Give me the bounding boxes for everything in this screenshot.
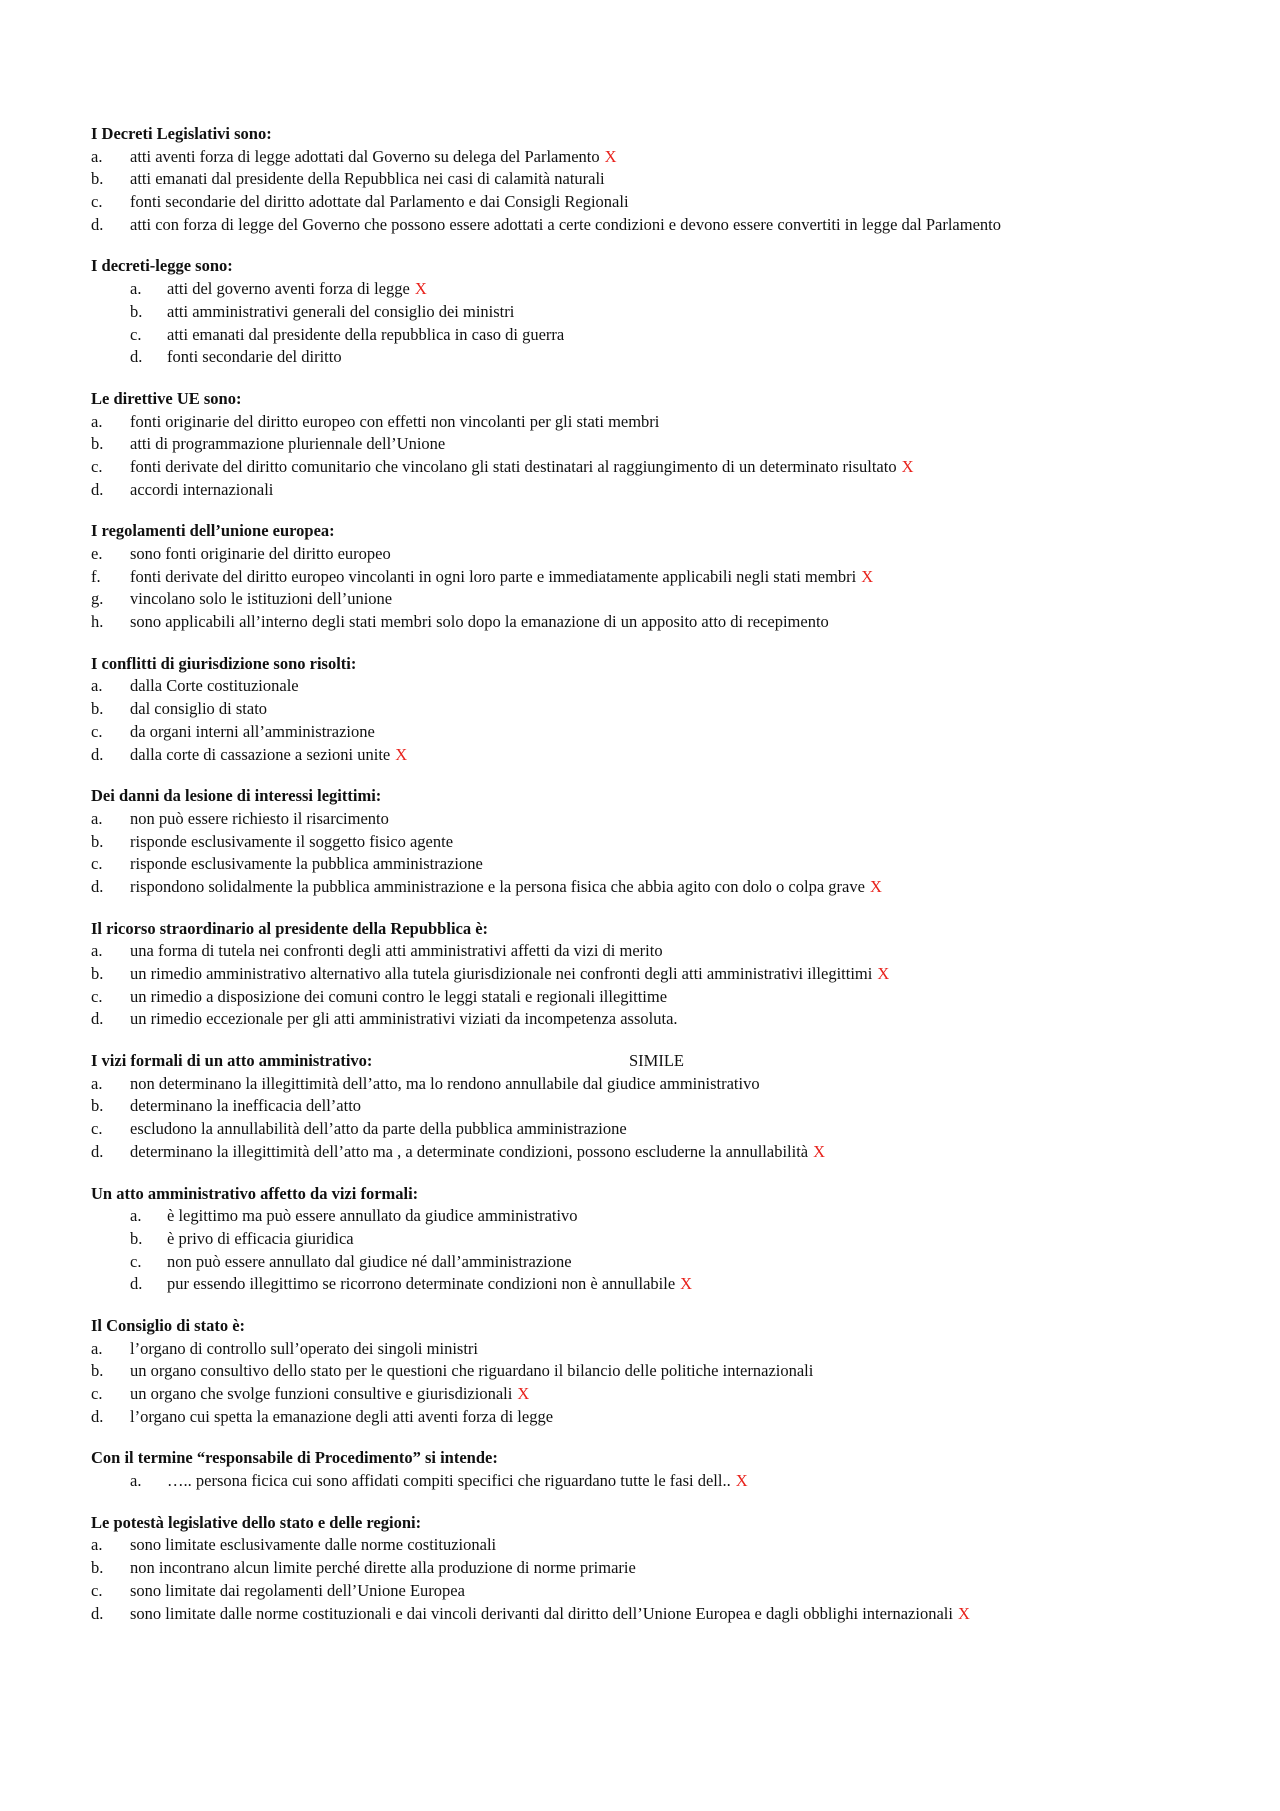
option-text-body: pur essendo illegittimo se ricorrono determinate condizioni non è annullabile <box>167 1274 676 1294</box>
option-letter: d. <box>91 1009 104 1029</box>
answer-option <box>91 168 1251 191</box>
answer-option <box>91 853 1251 876</box>
option-text <box>130 876 882 899</box>
option-text-body: dalla Corte costituzionale <box>130 676 299 696</box>
question-block <box>91 1447 1251 1492</box>
option-text <box>130 411 659 434</box>
option-letter: d. <box>130 347 143 367</box>
option-text-body: sono fonti originarie del diritto europeo <box>130 544 391 563</box>
option-text-body: atti con forza di legge del Governo che possono essere adottati a certe condizioni e devono essere convertiti in legge dal Parlamento <box>130 214 1001 234</box>
option-text <box>130 698 267 721</box>
question-block <box>91 1315 1251 1428</box>
option-text <box>130 168 605 191</box>
question-title-text: Un atto amministrativo affetto da vizi formali: <box>91 1183 419 1203</box>
option-text <box>130 456 914 479</box>
option-text <box>130 940 663 963</box>
question-title <box>91 1315 1251 1338</box>
option-text <box>130 1095 361 1118</box>
option-letter: c. <box>91 192 103 212</box>
option-text-body: un rimedio eccezionale per gli atti amministrativi viziati da incompetenza assoluta. <box>130 1009 678 1029</box>
answer-option <box>91 831 1251 854</box>
answer-option <box>91 940 1251 963</box>
option-letter: b. <box>130 1228 143 1248</box>
correct-answer-mark: X <box>680 1274 693 1294</box>
answer-option <box>91 963 1251 986</box>
option-text-body: atti emanati dal presidente della repubblica in caso di guerra <box>167 324 565 344</box>
answer-option <box>91 1141 1251 1164</box>
option-text <box>167 1205 578 1228</box>
answer-option <box>91 1534 1251 1557</box>
question-title <box>91 255 1251 278</box>
option-letter: c. <box>91 721 103 741</box>
option-text <box>130 1073 760 1096</box>
option-letter: d. <box>91 1603 104 1623</box>
option-letter: e. <box>91 544 103 563</box>
answer-option <box>91 588 1251 611</box>
option-letter: h. <box>91 612 104 632</box>
answer-option <box>91 214 1251 237</box>
option-text-body: è legittimo ma può essere annullato da giudice amministrativo <box>167 1206 578 1226</box>
answer-option <box>91 1205 1251 1228</box>
answer-option <box>91 146 1251 169</box>
question-title <box>91 785 1251 808</box>
option-letter: c. <box>91 456 103 476</box>
option-letter: d. <box>91 744 104 764</box>
correct-answer-mark: X <box>861 566 874 586</box>
option-text-body: escludono la annullabilità dell’atto da parte della pubblica amministrazione <box>130 1119 627 1139</box>
answer-option <box>91 876 1251 899</box>
option-letter: b. <box>91 1096 104 1116</box>
option-letter: a. <box>91 1073 103 1093</box>
option-letter: b. <box>91 1361 104 1381</box>
option-text <box>130 808 389 831</box>
option-text-body: atti emanati dal presidente della Repubblica nei casi di calamità naturali <box>130 169 605 189</box>
option-text-body: un organo consultivo dello stato per le questioni che riguardano il bilancio delle politiche internazionali <box>130 1361 814 1381</box>
option-text <box>130 479 273 502</box>
option-text-body: da organi interni all’amministrazione <box>130 721 375 741</box>
option-letter: b. <box>91 831 104 851</box>
option-letter: a. <box>91 941 103 961</box>
option-text <box>130 1118 627 1141</box>
option-letter: c. <box>91 854 103 874</box>
question-title <box>91 1447 1251 1470</box>
option-text-body: ….. persona ficica cui sono affidati compiti specifici che riguardano tutte le fasi dell.. <box>167 1471 731 1491</box>
option-letter: c. <box>91 1384 103 1403</box>
option-text-body: vincolano solo le istituzioni dell’unione <box>130 589 393 609</box>
option-text <box>167 278 427 301</box>
option-text-body: una forma di tutela nei confronti degli atti amministrativi affetti da vizi di merito <box>130 941 663 961</box>
option-text-body: fonti secondarie del diritto adottate dal Parlamento e dai Consigli Regionali <box>130 192 629 212</box>
answer-option <box>91 1338 1251 1361</box>
answer-option <box>91 611 1251 634</box>
option-text <box>130 588 392 611</box>
option-text <box>130 744 407 767</box>
question-title <box>91 520 1251 543</box>
option-text-body: fonti originarie del diritto europeo con effetti non vincolanti per gli stati membri <box>130 411 660 431</box>
option-text-body: risponde esclusivamente la pubblica amministrazione <box>130 854 483 874</box>
option-letter: a. <box>130 279 142 299</box>
option-text <box>167 1228 354 1251</box>
option-text-body: sono limitate dalle norme costituzionali e dai vincoli derivanti dal diritto dell’Unione Europea e dagli obblighi internazionali <box>130 1603 953 1623</box>
option-text-body: atti aventi forza di legge adottati dal Governo su delega del Parlamento <box>130 146 600 166</box>
question-title-text: I decreti-legge sono: <box>91 256 233 276</box>
correct-answer-mark: X <box>813 1141 826 1161</box>
option-text <box>167 346 342 369</box>
option-text-body: determinano la illegittimità dell’atto ma , a determinate condizioni, possono escluderne la annullabilità <box>130 1141 809 1161</box>
option-text <box>167 1251 572 1274</box>
option-text-body: sono limitate esclusivamente dalle norme costituzionali <box>130 1535 497 1555</box>
question-block <box>91 1183 1251 1296</box>
option-letter: a. <box>130 1471 142 1491</box>
option-text <box>130 1534 496 1557</box>
option-text <box>130 611 829 634</box>
correct-answer-mark: X <box>735 1471 748 1491</box>
option-text-body: non determinano la illegittimità dell’atto, ma lo rendono annullabile dal giudice amministrativo <box>130 1073 760 1093</box>
option-text <box>167 1273 692 1296</box>
answer-option <box>91 698 1251 721</box>
option-text-body: rispondono solidalmente la pubblica amministrazione e la persona fisica che abbia agito con dolo o colpa grave <box>130 876 865 896</box>
option-text-body: fonti derivate del diritto europeo vincolanti in ogni loro parte e immediatamente applicabili negli stati membri <box>130 566 857 586</box>
option-letter: f. <box>91 566 101 586</box>
question-title-text: Le direttive UE sono: <box>91 388 242 408</box>
option-text-body: risponde esclusivamente il soggetto fisico agente <box>130 831 454 851</box>
question-title <box>91 653 1251 676</box>
question-note: SIMILE <box>629 1051 684 1071</box>
answer-option <box>91 543 1251 566</box>
question-title <box>91 123 1251 146</box>
option-text <box>130 963 889 986</box>
option-letter: b. <box>130 301 143 321</box>
option-text <box>130 986 667 1009</box>
option-text-body: sono applicabili all’interno degli stati membri solo dopo la emanazione di un apposito atto di recepimento <box>130 612 829 632</box>
answer-option <box>91 744 1251 767</box>
option-text-body: fonti derivate del diritto comunitario che vincolano gli stati destinatari al raggiungimento di un determinato risultato <box>130 456 897 476</box>
option-text <box>130 1008 678 1031</box>
option-text-body: un rimedio amministrativo alternativo alla tutela giurisdizionale nei confronti degli atti amministrativi illegittimi <box>130 964 873 983</box>
question-title-text: Il ricorso straordinario al presidente della Repubblica è: <box>91 918 489 938</box>
answer-option <box>91 1383 1251 1406</box>
answer-option <box>91 1008 1251 1031</box>
answer-option <box>91 324 1251 347</box>
option-letter: d. <box>91 876 104 896</box>
option-text-body: non incontrano alcun limite perché dirette alla produzione di norme primarie <box>130 1558 636 1578</box>
option-text-body: l’organo cui spetta la emanazione degli atti aventi forza di legge <box>130 1406 554 1426</box>
option-text <box>130 721 375 744</box>
correct-answer-mark: X <box>957 1603 970 1623</box>
answer-option <box>91 191 1251 214</box>
option-letter: d. <box>130 1274 143 1294</box>
question-block <box>91 123 1251 236</box>
answer-option <box>91 566 1251 589</box>
option-text-body: atti di programmazione pluriennale dell’Unione <box>130 434 446 454</box>
answer-option <box>91 986 1251 1009</box>
option-text <box>167 1470 748 1493</box>
document-page <box>91 123 1251 1644</box>
option-text <box>130 433 445 456</box>
option-text-body: un rimedio a disposizione dei comuni contro le leggi statali e regionali illegittime <box>130 986 668 1006</box>
answer-option <box>91 1073 1251 1096</box>
option-text-body: atti del governo aventi forza di legge <box>167 279 410 299</box>
correct-answer-mark: X <box>395 744 408 764</box>
correct-answer-mark: X <box>604 146 617 166</box>
option-text <box>130 675 299 698</box>
option-letter: d. <box>91 1141 104 1161</box>
option-text <box>130 191 629 214</box>
question-block <box>91 520 1251 633</box>
option-letter: c. <box>91 1580 103 1600</box>
option-text <box>130 1141 825 1164</box>
question-title <box>91 1183 1251 1206</box>
correct-answer-mark: X <box>869 876 882 896</box>
option-letter: a. <box>91 676 103 696</box>
question-block <box>91 1512 1251 1625</box>
option-text <box>130 543 391 566</box>
option-letter: c. <box>91 986 103 1006</box>
option-letter: c. <box>91 1119 103 1139</box>
option-text <box>130 1383 529 1406</box>
correct-answer-mark: X <box>517 1384 530 1403</box>
question-block <box>91 255 1251 368</box>
option-text-body: dal consiglio di stato <box>130 699 268 719</box>
option-letter: b. <box>91 169 104 189</box>
option-text-body: è privo di efficacia giuridica <box>167 1228 354 1248</box>
option-text <box>130 1406 553 1429</box>
option-letter: a. <box>91 146 103 166</box>
option-text <box>130 1360 813 1383</box>
question-title-text: I Decreti Legislativi sono: <box>91 124 272 143</box>
question-title <box>91 918 1251 941</box>
answer-option <box>91 1228 1251 1251</box>
option-text-body: l’organo di controllo sull’operato dei singoli ministri <box>130 1338 478 1358</box>
option-text <box>167 301 514 324</box>
question-title <box>91 1050 1251 1073</box>
option-text <box>130 566 873 589</box>
option-letter: a. <box>130 1206 142 1226</box>
question-title-text: I vizi formali di un atto amministrativo: <box>91 1051 373 1071</box>
answer-option <box>91 1095 1251 1118</box>
option-text-body: sono limitate dai regolamenti dell’Unione Europea <box>130 1580 465 1600</box>
answer-option <box>91 433 1251 456</box>
option-letter: a. <box>91 1535 103 1555</box>
option-text <box>130 1603 970 1626</box>
answer-option <box>91 1118 1251 1141</box>
question-block <box>91 1050 1251 1163</box>
answer-option <box>91 1470 1251 1493</box>
question-title-text: Le potestà legislative dello stato e delle regioni: <box>91 1512 422 1532</box>
option-letter: a. <box>91 808 103 828</box>
option-text-body: un organo che svolge funzioni consultive e giurisdizionali <box>130 1384 513 1403</box>
option-text <box>130 853 483 876</box>
option-letter: d. <box>91 479 104 499</box>
option-text-body: dalla corte di cassazione a sezioni unite <box>130 744 391 764</box>
answer-option <box>91 675 1251 698</box>
question-title-text: I conflitti di giurisdizione sono risolti: <box>91 653 357 673</box>
question-block <box>91 653 1251 766</box>
question-title-text: Dei danni da lesione di interessi legittimi: <box>91 786 382 806</box>
option-text-body: determinano la inefficacia dell’atto <box>130 1096 362 1116</box>
question-title-text: I regolamenti dell’unione europea: <box>91 521 335 541</box>
option-letter: a. <box>91 1338 103 1358</box>
option-text-body: non può essere annullato dal giudice né dall’amministrazione <box>167 1251 572 1271</box>
option-letter: c. <box>130 1251 142 1271</box>
option-text <box>130 214 1001 237</box>
question-title <box>91 1512 1251 1535</box>
answer-option <box>91 1580 1251 1603</box>
answer-option <box>91 301 1251 324</box>
option-letter: d. <box>91 214 104 234</box>
question-block <box>91 785 1251 898</box>
option-text-body: accordi internazionali <box>130 479 274 499</box>
option-letter: g. <box>91 589 104 609</box>
correct-answer-mark: X <box>901 456 914 476</box>
option-letter: c. <box>130 324 142 344</box>
correct-answer-mark: X <box>414 279 427 299</box>
answer-option <box>91 1360 1251 1383</box>
option-text <box>130 146 617 169</box>
answer-option <box>91 1251 1251 1274</box>
answer-option <box>91 456 1251 479</box>
answer-option <box>91 1557 1251 1580</box>
option-text <box>130 1580 465 1603</box>
answer-option <box>91 1603 1251 1626</box>
option-letter: b. <box>91 699 104 719</box>
question-title-text: Il Consiglio di stato è: <box>91 1315 246 1335</box>
option-letter: b. <box>91 434 104 454</box>
answer-option <box>91 278 1251 301</box>
answer-option <box>91 808 1251 831</box>
question-title-text: Con il termine “responsabile di Procedimento” si intende: <box>91 1448 498 1468</box>
option-text-body: atti amministrativi generali del consiglio dei ministri <box>167 301 515 321</box>
question-block <box>91 388 1251 501</box>
answer-option <box>91 1273 1251 1296</box>
answer-option <box>91 721 1251 744</box>
correct-answer-mark: X <box>877 964 890 983</box>
option-letter: b. <box>91 1558 104 1578</box>
option-text <box>130 1338 478 1361</box>
question-title <box>91 388 1251 411</box>
option-text-body: fonti secondarie del diritto <box>167 347 342 367</box>
answer-option <box>91 346 1251 369</box>
answer-option <box>91 479 1251 502</box>
option-letter: d. <box>91 1406 104 1426</box>
option-text <box>130 1557 636 1580</box>
option-text <box>167 324 564 347</box>
option-letter: b. <box>91 964 104 983</box>
answer-option <box>91 1406 1251 1429</box>
answer-option <box>91 411 1251 434</box>
option-text <box>130 831 453 854</box>
option-letter: a. <box>91 411 103 431</box>
question-block <box>91 918 1251 1031</box>
option-text-body: non può essere richiesto il risarcimento <box>130 808 389 828</box>
